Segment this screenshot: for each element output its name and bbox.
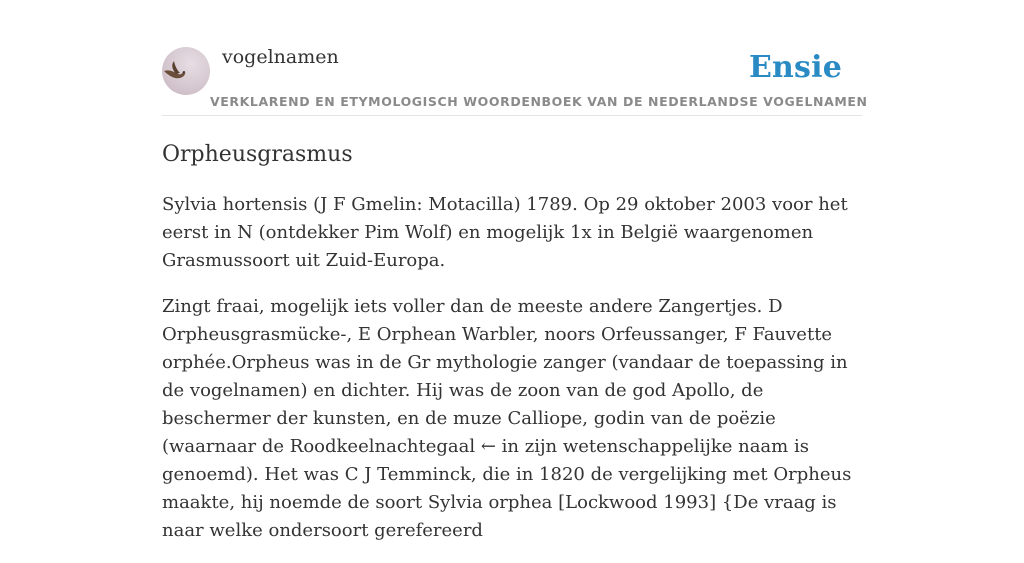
post-title: Orpheusgrasmus [162, 142, 353, 167]
site-header [162, 0, 868, 116]
page-container [162, 0, 868, 563]
bird-avatar-icon[interactable] [162, 47, 210, 95]
blog-name-link[interactable]: vogelnamen [222, 46, 339, 68]
post-paragraph: Zingt fraai, mogelijk iets voller dan de meeste andere Zangertjes. D Orpheusgrasmücke-, E Orphean Warbler, noors Orfeussanger, F Fauvette orphée.Orpheus was in de Gr mythologie zanger (vandaar de toepassing in de vogelnamen) en dichter. Hij was de zoon van de god Apollo, de beschermer der kunsten, en de muze Calliope, godin van de poëzie (waarnaar de Roodkeelnachtegaal ← in zijn wetenschappelijke naam is genoemd). Het was C J Temminck, die in 1820 de vergelijking met Orpheus maakte, hij noemde de soort Sylvia orphea [Lockwood 1993] {De vraag is naar welke ondersoort gerefereerd [162, 296, 852, 541]
bird-silhouette-icon [162, 47, 210, 95]
post-body [162, 191, 862, 545]
blog-subtitle: VERKLAREND EN ETYMOLOGISCH WOORDENBOEK VAN DE NEDERLANDSE VOGELNAMEN [210, 94, 868, 109]
ensie-logo-link[interactable]: Ensie [748, 50, 842, 85]
post-paragraph: Sylvia hortensis (J F Gmelin: Motacilla) 1789. Op 29 oktober 2003 voor het eerst in N (ontdekker Pim Wolf) en mogelijk 1x in België waargenomen Grasmussoort uit Zuid-Europa. [162, 194, 848, 271]
